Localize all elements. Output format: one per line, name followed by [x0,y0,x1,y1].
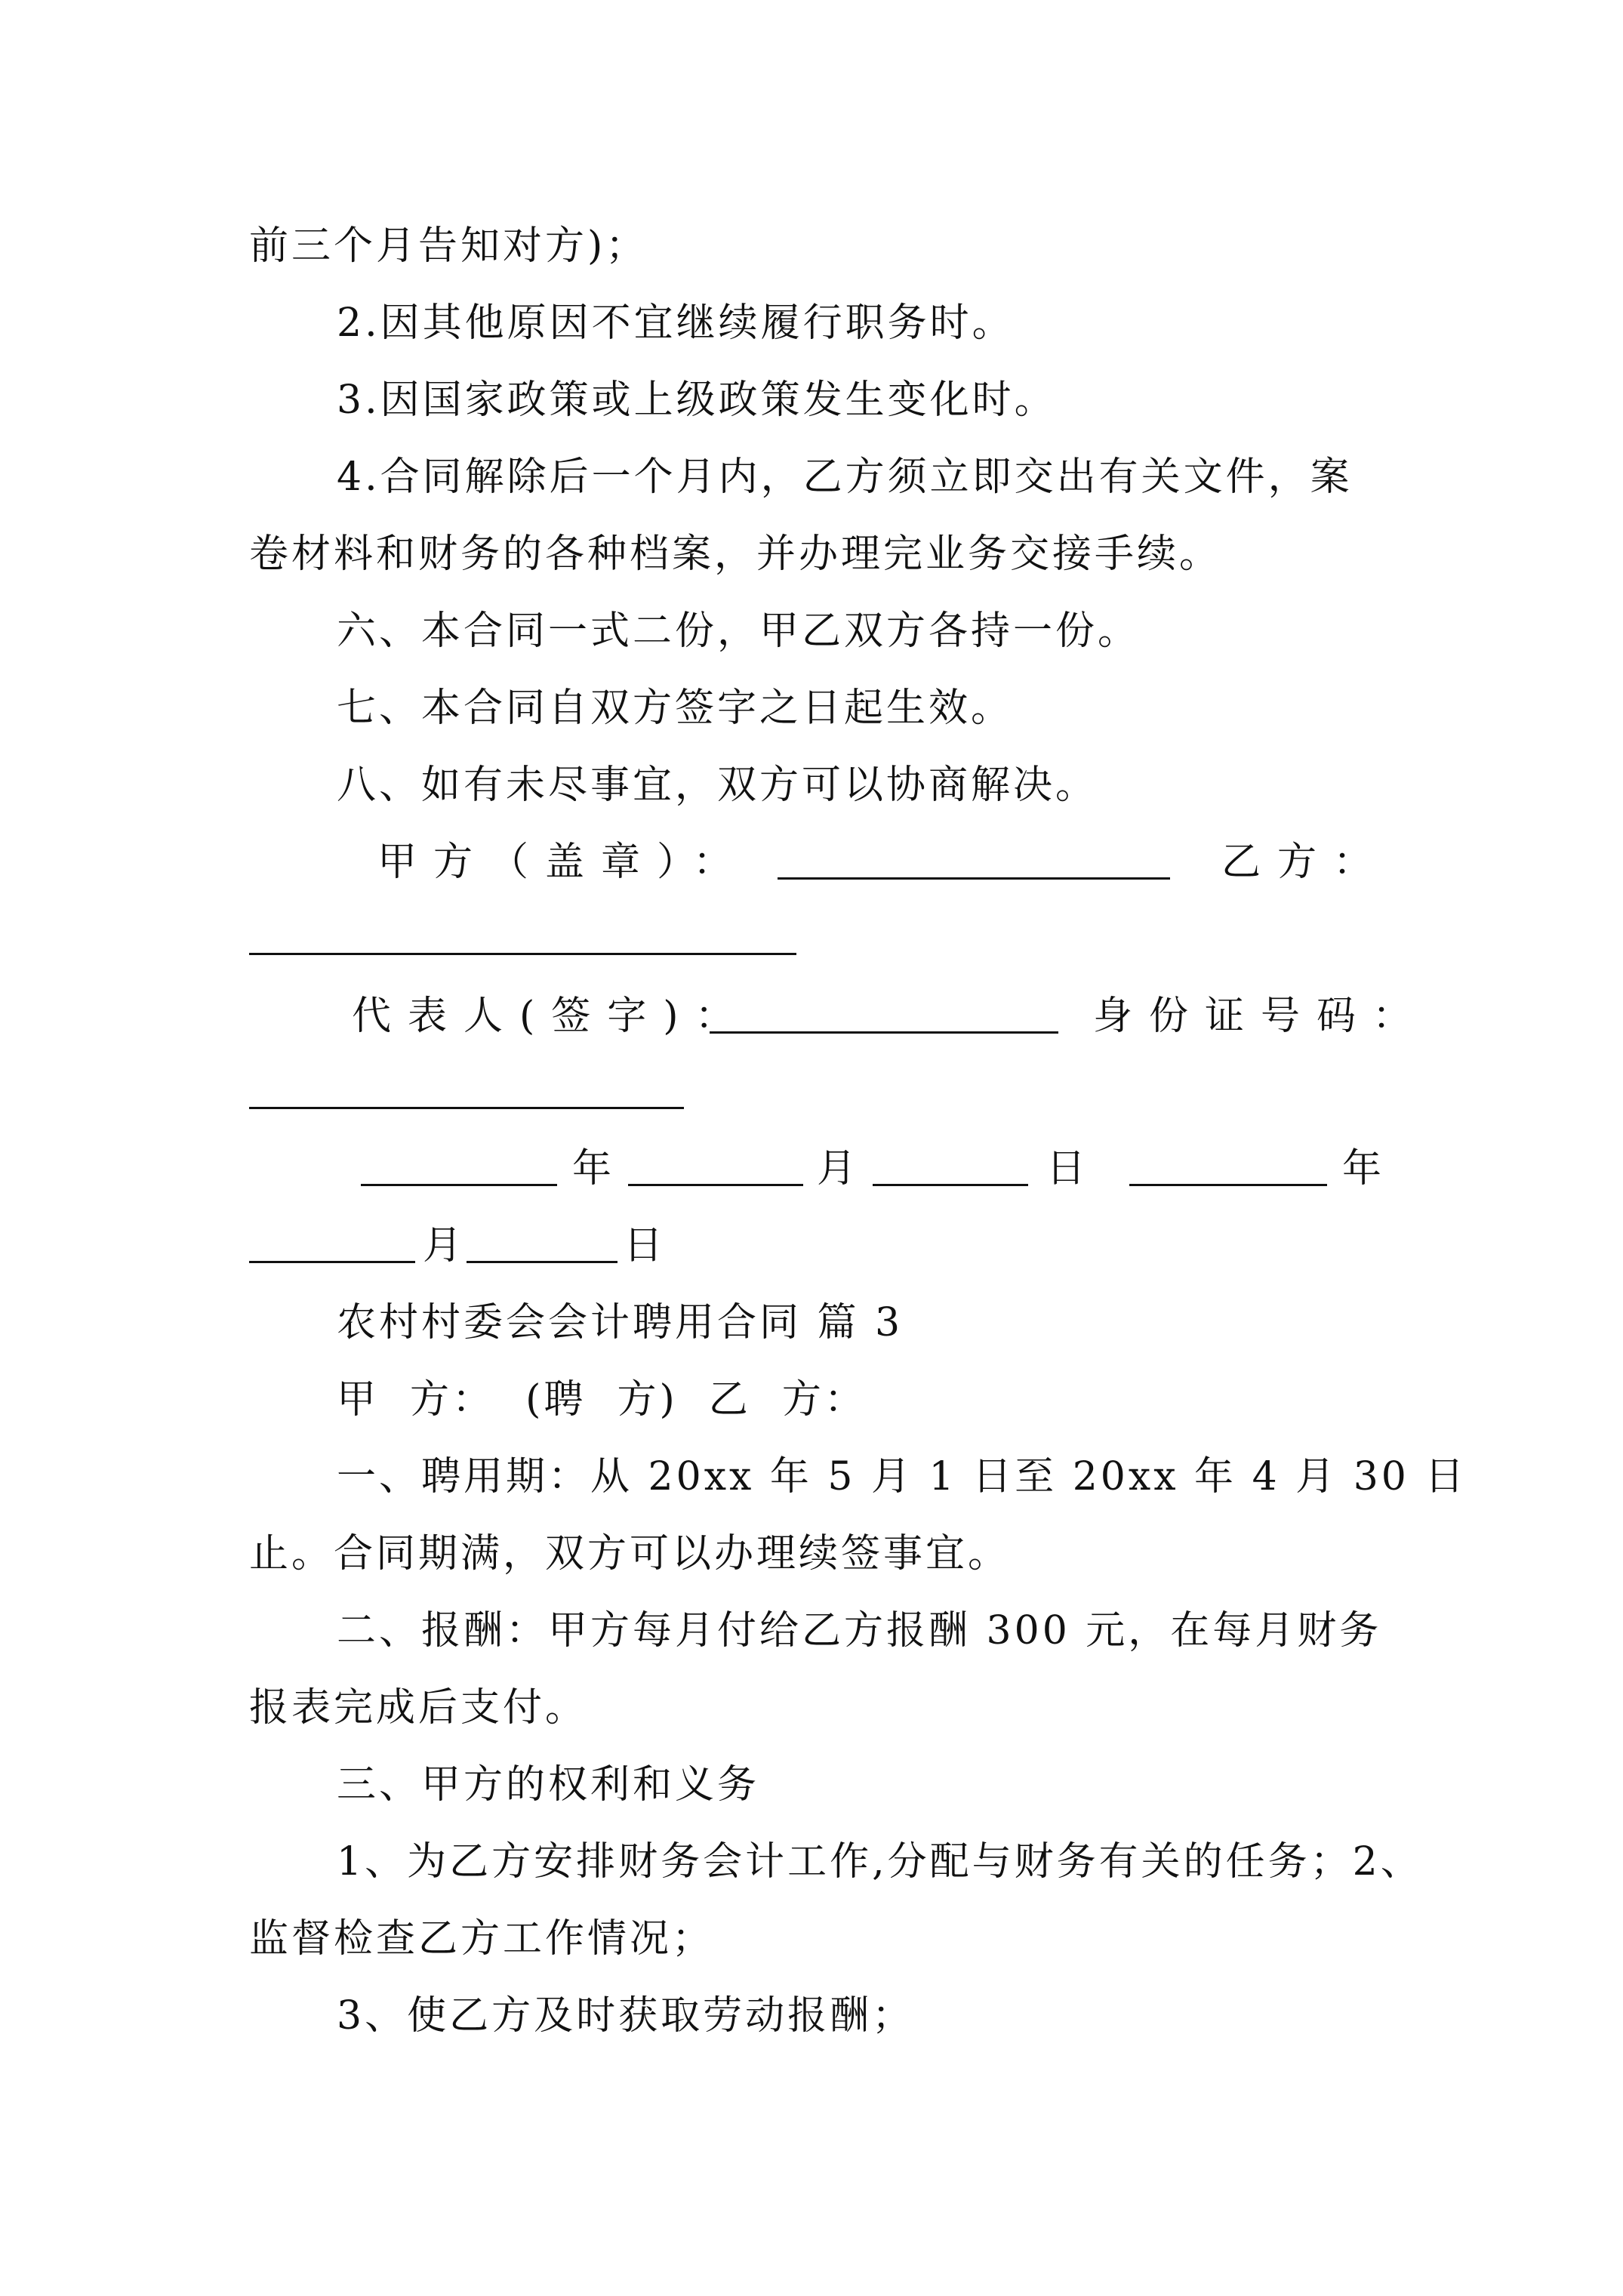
text-line: 3.因国家政策或上级政策发生变化时。 [337,378,1057,423]
parties-line: 甲 方： (聘 方) 乙 方： [337,1377,867,1422]
representative-label: 代表人(签字)： [352,994,751,1039]
date-b-day-blank [467,1261,617,1263]
text-line: 监督检查乙方工作情况； [249,1916,715,1962]
date-b-month-blank [249,1261,415,1263]
text-line: 4.合同解除后一个月内，乙方须立即交出有关文件，案 [337,455,1353,500]
text-line: 3、使乙方及时获取劳动报酬； [337,1993,915,2039]
date-b-month: 月 [423,1223,466,1268]
date-a-month: 月 [817,1146,860,1191]
date-a-year: 年 [572,1146,615,1191]
text-line: 一、聘用期：从 20xx 年 5 月 1 日至 20xx 年 4 月 30 日 [337,1454,1467,1499]
text-line: 1、为乙方安排财务会计工作,分配与财务有关的任务；2、 [337,1839,1423,1885]
text-line: 卷材料和财务的各种档案，并办理完业务交接手续。 [249,532,1222,577]
party-b-label: 乙方： [1221,840,1390,885]
representative-blank [710,1031,1058,1034]
date-b-year: 年 [1342,1146,1385,1191]
date-a-month-blank [628,1184,803,1186]
date-b-year-blank [1129,1184,1327,1186]
section-heading: 农村村委会会计聘用合同 篇 3 [337,1300,904,1345]
text-line: 止。合同期满，双方可以办理续签事宜。 [249,1531,1011,1576]
party-a-label: 甲方（盖章）： [377,840,750,885]
text-line: 七、本合同自双方签字之日起生效。 [337,686,1014,731]
date-b-day: 日 [624,1223,667,1268]
id-number-label: 身份证号码： [1093,994,1429,1039]
party-b-blank [249,953,796,955]
text-line: 二、报酬：甲方每月付给乙方报酬 300 元，在每月财务 [337,1608,1382,1653]
text-line: 报表完成后支付。 [249,1685,588,1730]
text-line: 六、本合同一式二份，甲乙双方各持一份。 [337,609,1141,654]
date-a-day-blank [873,1184,1028,1186]
text-line: 八、如有未尽事宜，双方可以协商解决。 [337,763,1098,808]
party-a-blank [778,877,1170,880]
text-line: 三、甲方的权利和义务 [337,1762,760,1808]
date-a-day: 日 [1046,1146,1089,1191]
text-line: 2.因其他原因不宜继续履行职务时。 [337,300,1015,346]
id-number-blank [249,1107,684,1109]
date-a-year-blank [361,1184,557,1186]
text-line: 前三个月告知对方)； [249,223,648,269]
